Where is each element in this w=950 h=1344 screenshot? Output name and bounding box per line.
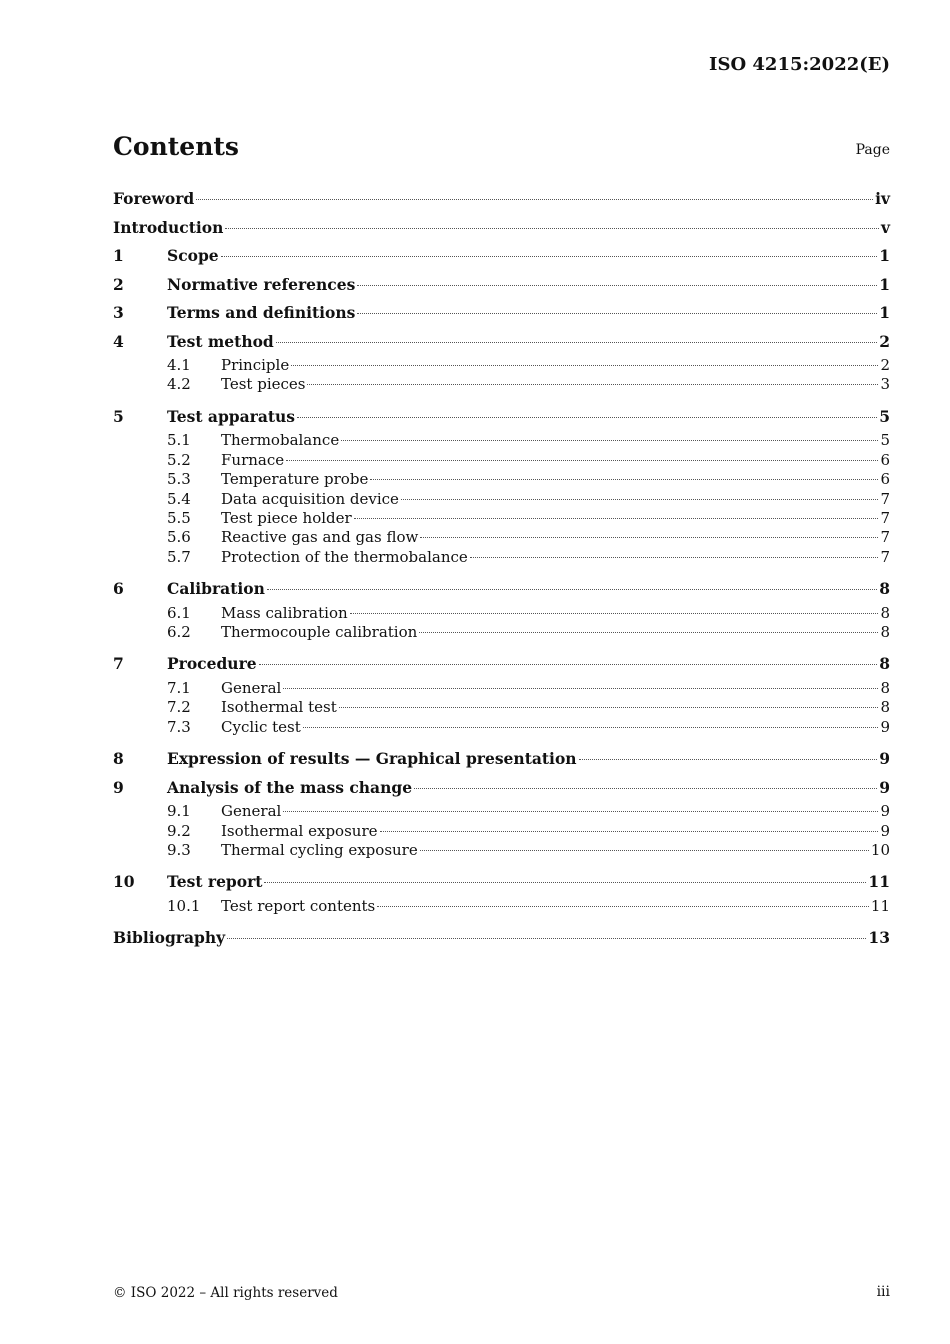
toc-entry[interactable] (113, 356, 890, 375)
toc-entry-title: Thermal cycling exposure (221, 841, 418, 859)
toc-entry-number: 7 (113, 654, 124, 674)
toc-entry-title: General (221, 678, 282, 697)
toc-entry-title: Protection of the thermobalance (221, 547, 468, 566)
toc-entry-number: 2 (113, 274, 124, 294)
toc-entry-page: 9 (880, 802, 890, 821)
dot-leader (221, 256, 878, 257)
toc-entry-page: 8 (880, 678, 890, 697)
toc-entry-title: Data acquisition device (221, 489, 399, 508)
toc-entry-number: 5.5 (167, 508, 191, 527)
toc-entry-number: 9 (113, 777, 124, 797)
toc-entry-number: 4.2 (167, 375, 191, 394)
toc-entry[interactable] (113, 604, 890, 623)
toc-entry-title: Test report (167, 872, 263, 892)
toc-entry-title: Calibration (167, 579, 265, 599)
toc-entry-title: Test pieces (221, 375, 306, 394)
toc-entry-title: Thermocouple calibration (221, 623, 418, 642)
toc-entry[interactable] (113, 185, 890, 214)
toc-entry-title: Thermobalance (221, 431, 340, 450)
toc-entry-title: Test apparatus (167, 406, 296, 426)
dot-leader (303, 727, 879, 728)
toc-entry-title: Analysis of the mass change (167, 777, 413, 797)
toc-entry-number: 6 (113, 579, 124, 599)
toc-entry-page: 1 (879, 274, 890, 294)
toc-entry-title: Cyclic test (221, 717, 301, 736)
dot-leader (259, 664, 878, 665)
toc-entry-number: 4.1 (167, 356, 191, 374)
toc-entry-page: v (880, 217, 890, 237)
toc-entry-number: 7.1 (167, 678, 191, 697)
toc-entry[interactable] (113, 802, 890, 821)
toc-entry-title: Procedure (167, 654, 257, 674)
toc-entry-number: 5.3 (167, 470, 191, 489)
toc-entry-number: 6.1 (167, 603, 191, 622)
document-id: ISO 4215:2022(E) (709, 54, 890, 75)
toc-entry-page: 8 (879, 654, 890, 674)
toc-entry[interactable] (113, 718, 890, 737)
toc-entry-page: 3 (880, 375, 890, 394)
dot-leader (357, 285, 877, 286)
toc-entry-page: 7 (880, 547, 890, 566)
toc-entry-title: Principle (221, 356, 290, 374)
toc-entry-page: 7 (880, 489, 890, 508)
toc-entry-page: 11 (870, 896, 890, 915)
toc-entry[interactable] (113, 271, 890, 300)
dot-leader (286, 460, 878, 461)
dot-leader (307, 384, 878, 385)
toc-entry-number: 3 (113, 303, 124, 322)
toc-entry[interactable] (113, 897, 890, 916)
dot-leader (370, 479, 878, 480)
toc-entry-title: General (221, 802, 282, 821)
toc-entry[interactable] (113, 623, 890, 642)
toc-entry-page: 10 (870, 841, 890, 859)
toc-entry-number: 7.3 (167, 717, 191, 736)
dot-leader (225, 228, 879, 229)
toc-entry-number: 5.2 (167, 450, 191, 469)
toc-entry-title: Temperature probe (221, 470, 369, 489)
toc-entry[interactable] (113, 403, 890, 432)
toc-entry[interactable] (113, 451, 890, 470)
toc-entry-title: Normative references (167, 274, 356, 294)
toc-entry[interactable] (113, 242, 890, 271)
toc-entry-page: 5 (880, 431, 890, 450)
dot-leader (267, 589, 877, 590)
toc-entry-title: Isothermal test (221, 698, 337, 717)
dot-leader (419, 632, 878, 633)
toc-entry[interactable] (113, 822, 890, 841)
toc-entry[interactable] (113, 868, 890, 897)
toc-entry-page: 8 (880, 623, 890, 642)
toc-entry-number: 5.4 (167, 489, 191, 508)
toc-entry[interactable] (113, 841, 890, 860)
dot-leader (420, 850, 869, 851)
toc-entry-page: 11 (868, 872, 890, 892)
dot-leader (414, 788, 877, 789)
toc-entry-number: 10.1 (167, 896, 201, 915)
dot-leader (196, 199, 873, 200)
toc-entry-page: 9 (880, 717, 890, 736)
toc-entry-page: 5 (879, 406, 890, 426)
toc-entry[interactable] (113, 698, 890, 717)
toc-entry[interactable] (113, 470, 890, 489)
toc-entry[interactable] (113, 328, 890, 357)
toc-entry[interactable] (113, 375, 890, 394)
dot-leader (579, 759, 878, 760)
dot-leader (420, 537, 878, 538)
toc-entry[interactable] (113, 575, 890, 604)
toc-entry-page: 9 (880, 821, 890, 840)
toc-entry-title: Expression of results — Graphical presentation (167, 749, 577, 769)
table-of-contents (113, 185, 890, 953)
toc-entry-page: 9 (879, 749, 890, 769)
toc-entry-number: 9.3 (167, 841, 191, 859)
toc-entry-page: 6 (880, 450, 890, 469)
toc-entry-number: 5.6 (167, 528, 191, 547)
copyright-notice: © ISO 2022 – All rights reserved (113, 1285, 338, 1301)
toc-entry-page: 1 (879, 246, 890, 265)
dot-leader (283, 688, 878, 689)
toc-entry-page: 9 (879, 777, 890, 797)
toc-entry[interactable] (113, 299, 890, 328)
toc-entry-page: iv (875, 189, 890, 208)
toc-entry-number: 5.7 (167, 547, 191, 566)
toc-entry-title: Test piece holder (221, 508, 352, 527)
toc-entry-page: 8 (880, 698, 890, 717)
dot-leader (470, 557, 879, 558)
toc-entry-title: Scope (167, 246, 219, 265)
toc-entry[interactable] (113, 528, 890, 547)
toc-entry-number: 4 (113, 331, 124, 351)
toc-entry-page: 13 (868, 928, 890, 948)
toc-entry-page: 1 (879, 303, 890, 322)
dot-leader (283, 811, 878, 812)
toc-entry-page: 7 (880, 508, 890, 527)
dot-leader (380, 831, 879, 832)
toc-entry-page: 2 (880, 356, 890, 374)
toc-entry-number: 10 (113, 872, 135, 892)
toc-entry[interactable] (113, 490, 890, 509)
toc-entry-page: 6 (880, 470, 890, 489)
dot-leader (297, 417, 877, 418)
toc-entry[interactable] (113, 431, 890, 450)
toc-entry-number: 6.2 (167, 623, 191, 642)
dot-leader (291, 365, 878, 366)
toc-entry-page: 8 (880, 603, 890, 622)
dot-leader (357, 313, 877, 314)
toc-entry-title: Reactive gas and gas flow (221, 528, 419, 547)
dot-leader (350, 613, 879, 614)
toc-entry-number: 5.1 (167, 431, 191, 450)
toc-entry-page: 8 (879, 579, 890, 599)
dot-leader (354, 518, 879, 519)
dot-leader (401, 499, 879, 500)
toc-entry[interactable] (113, 214, 890, 243)
dot-leader (227, 938, 866, 939)
dot-leader (341, 440, 878, 441)
toc-entry-title: Mass calibration (221, 603, 348, 622)
toc-entry-title: Bibliography (113, 928, 226, 948)
toc-entry-title: Terms and definitions (167, 303, 356, 322)
toc-entry-number: 5 (113, 406, 124, 426)
toc-entry-page: 2 (879, 331, 890, 351)
toc-entry[interactable] (113, 679, 890, 698)
toc-entry-page: 7 (880, 528, 890, 547)
dot-leader (276, 342, 877, 343)
toc-entry[interactable] (113, 774, 890, 803)
toc-entry[interactable] (113, 745, 890, 774)
toc-entry-title: Test method (167, 331, 274, 351)
dot-leader (339, 707, 879, 708)
page-column-label: Page (855, 142, 890, 158)
footer-page-number: iii (876, 1284, 890, 1300)
toc-entry-title: Isothermal exposure (221, 821, 378, 840)
toc-entry-number: 9.1 (167, 802, 191, 821)
toc-entry-title: Foreword (113, 189, 195, 208)
toc-entry[interactable] (113, 548, 890, 567)
toc-entry[interactable] (113, 650, 890, 679)
toc-entry-title: Introduction (113, 217, 224, 237)
dot-leader (377, 906, 869, 907)
toc-entry[interactable] (113, 924, 890, 953)
toc-entry-number: 1 (113, 246, 124, 265)
page-title: Contents (113, 132, 240, 161)
dot-leader (264, 882, 866, 883)
toc-entry-title: Test report contents (221, 896, 376, 915)
toc-entry-number: 8 (113, 749, 124, 769)
toc-entry[interactable] (113, 509, 890, 528)
toc-entry-number: 7.2 (167, 698, 191, 717)
toc-entry-title: Furnace (221, 450, 285, 469)
toc-entry-number: 9.2 (167, 821, 191, 840)
